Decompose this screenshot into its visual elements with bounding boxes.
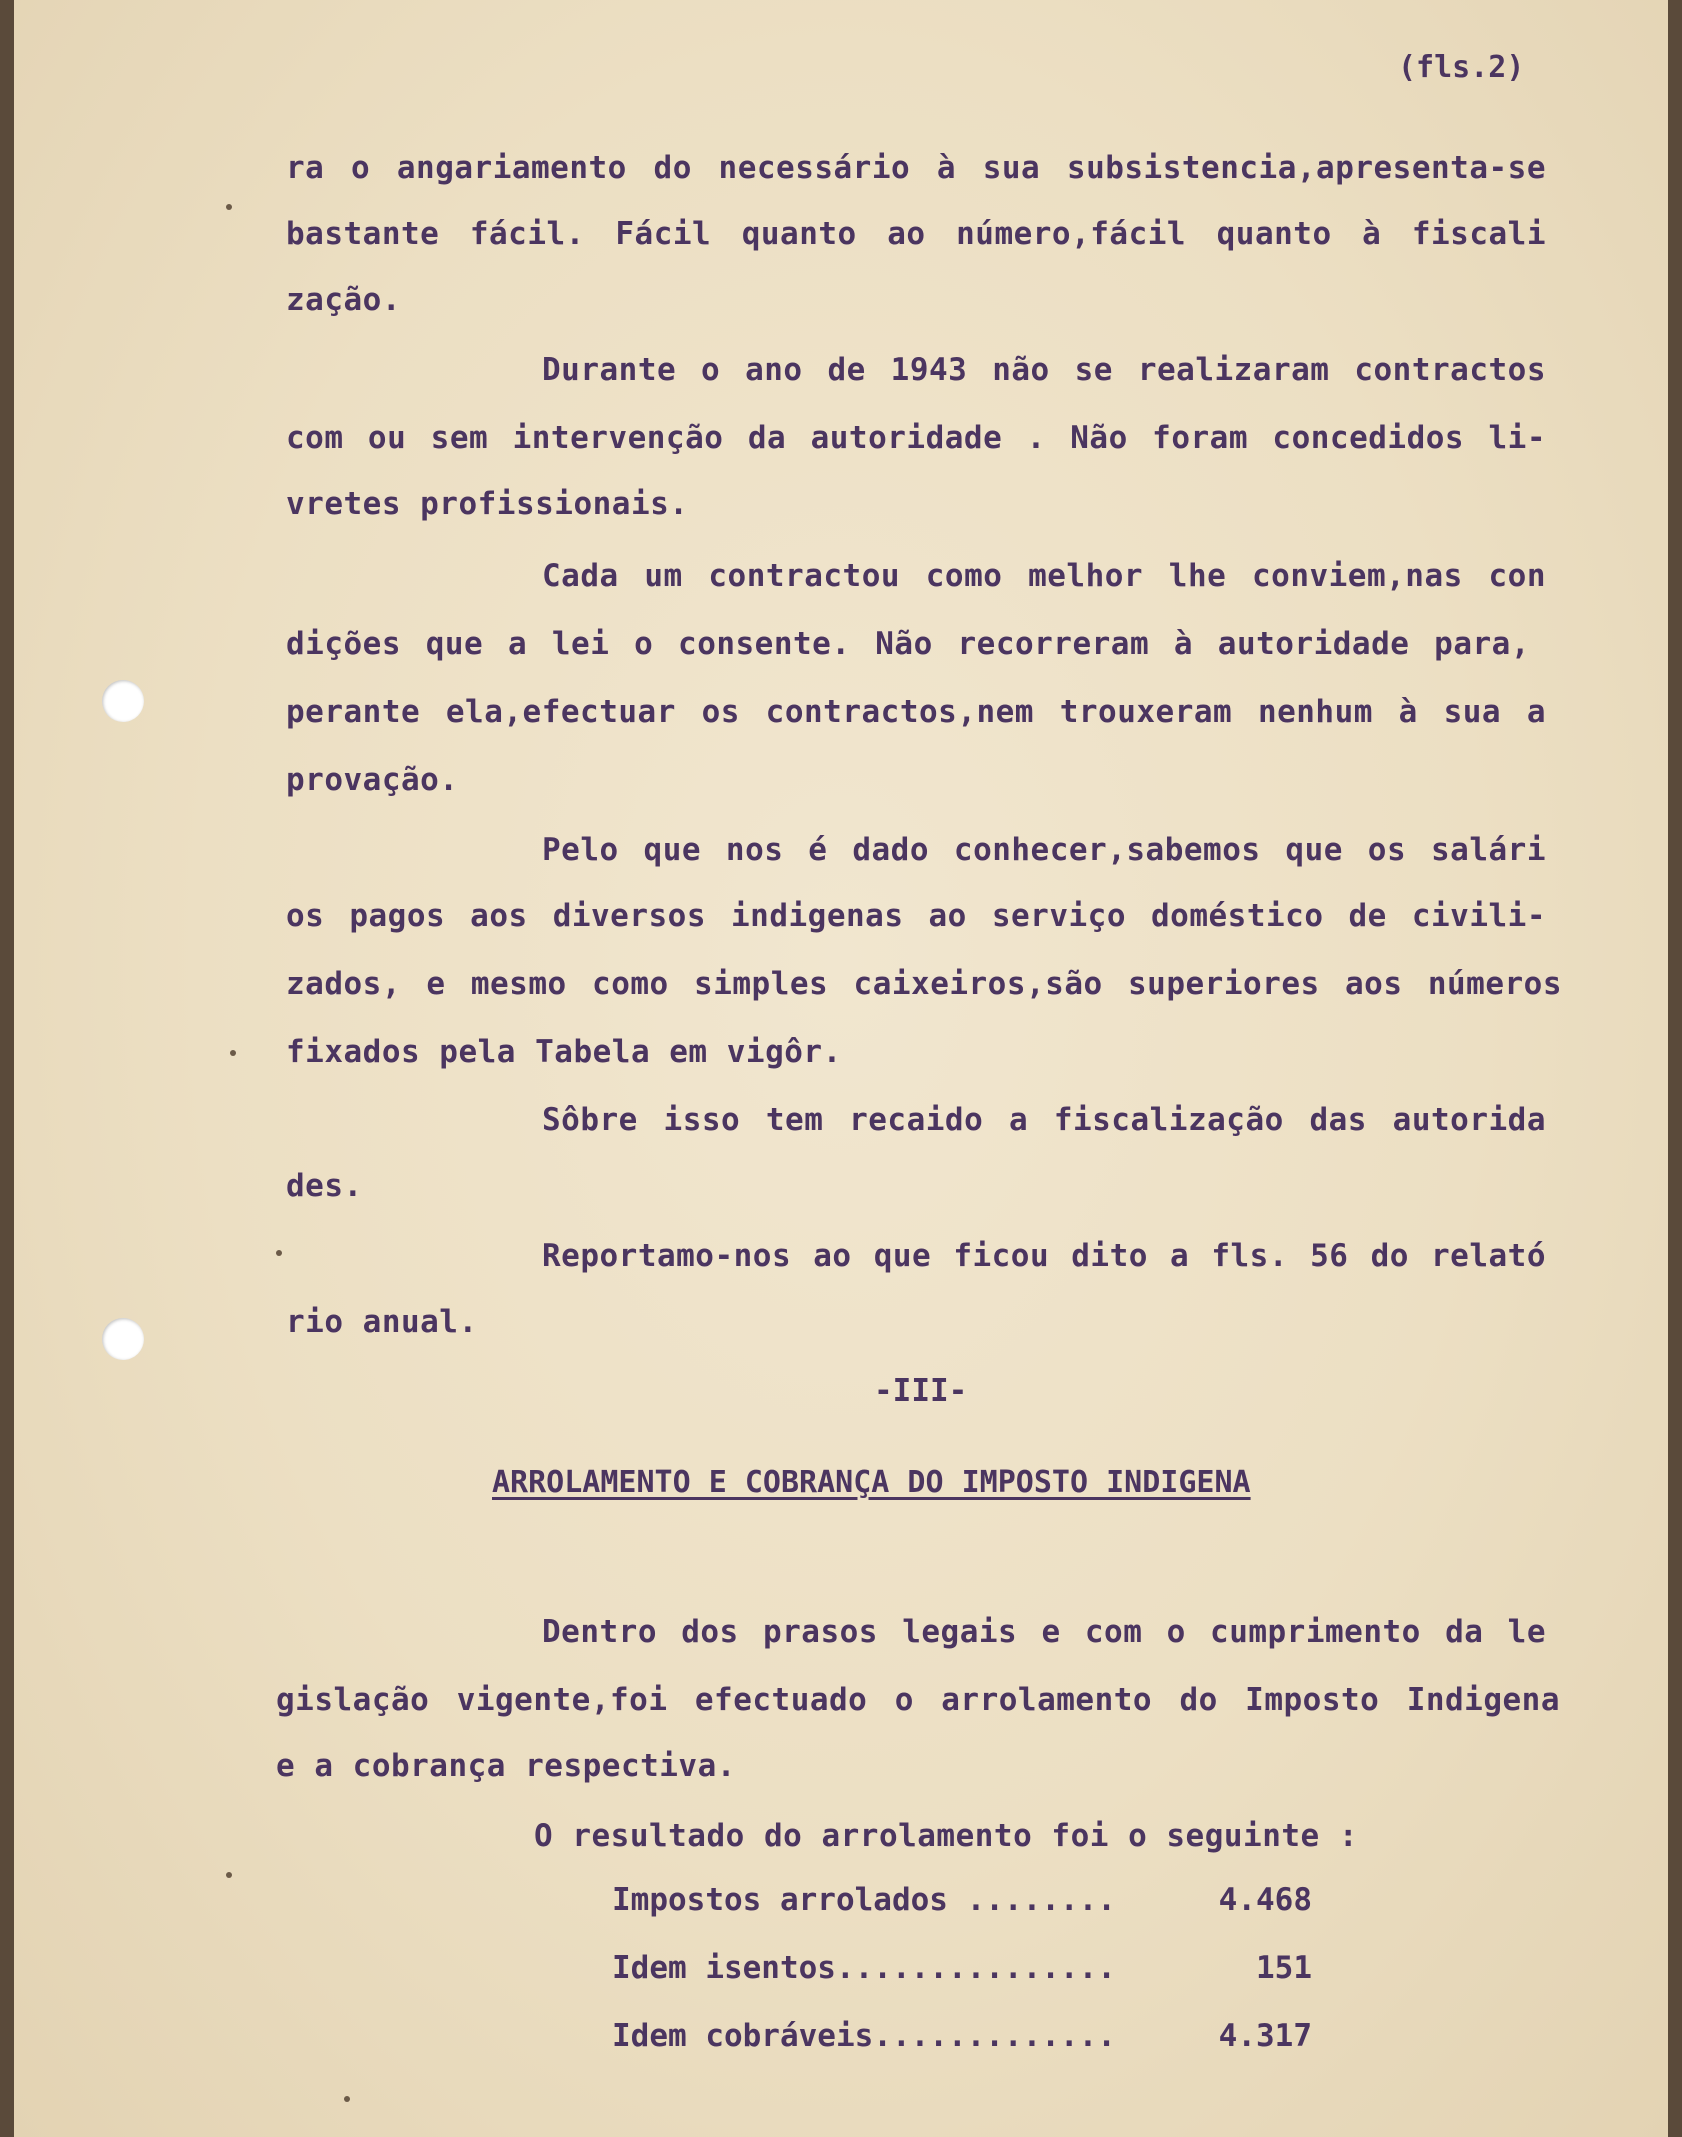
summary-value: 4.468 — [1218, 1882, 1312, 1918]
summary-row — [612, 1950, 1312, 1994]
summary-value: 4.317 — [1218, 2018, 1312, 2054]
text-line: vretes profissionais. — [286, 486, 689, 522]
text-line: bastante fácil. Fácil quanto ao número,fácil quanto à fiscali — [286, 216, 1546, 252]
text-line: Pelo que nos é dado conhecer,sabemos que os salári — [542, 832, 1546, 868]
document-page — [14, 0, 1668, 2137]
punch-hole — [102, 680, 144, 722]
text-line: ra o angariamento do necessário à sua subsistencia,apresenta-se — [286, 150, 1546, 186]
summary-value: 151 — [1256, 1950, 1312, 1986]
section-title: ARROLAMENTO E COBRANÇA DO IMPOSTO INDIGENA — [492, 1465, 1251, 1500]
text-line: fixados pela Tabela em vigôr. — [286, 1034, 842, 1070]
text-line: rio anual. — [286, 1304, 478, 1340]
summary-label: Idem isentos............... — [612, 1950, 1116, 1986]
paper-speck — [226, 204, 232, 210]
text-line: Reportamo-nos ao que ficou dito a fls. 56 do relató — [542, 1238, 1546, 1274]
text-line: Durante o ano de 1943 não se realizaram contractos — [542, 352, 1546, 388]
text-line: dições que a lei o consente. Não recorreram à autoridade para, — [286, 626, 1530, 662]
text-line: Sôbre isso tem recaido a fiscalização das autorida — [542, 1102, 1546, 1138]
text-line: Cada um contractou como melhor lhe conviem,nas con — [542, 558, 1546, 594]
text-line: provação. — [286, 762, 459, 798]
text-line: com ou sem intervenção da autoridade . Não foram concedidos li- — [286, 420, 1546, 456]
text-line: zação. — [286, 282, 401, 318]
paper-speck — [344, 2096, 350, 2102]
folio-number: (fls.2) — [1398, 50, 1525, 85]
text-line: zados, e mesmo como simples caixeiros,são superiores aos números — [286, 966, 1562, 1002]
paper-speck — [226, 1872, 232, 1878]
summary-label: Idem cobráveis............. — [612, 2018, 1116, 2054]
summary-row — [612, 1882, 1312, 1926]
summary-label: Impostos arrolados ........ — [612, 1882, 1116, 1918]
text-line: perante ela,efectuar os contractos,nem trouxeram nenhum à sua a — [286, 694, 1546, 730]
text-line: e a cobrança respectiva. — [276, 1748, 736, 1784]
summary-row — [612, 2018, 1312, 2062]
punch-hole — [102, 1318, 144, 1360]
text-line: gislação vigente,foi efectuado o arrolamento do Imposto Indigena — [276, 1682, 1560, 1718]
result-intro: O resultado do arrolamento foi o seguinte : — [534, 1818, 1359, 1854]
text-line: des. — [286, 1168, 363, 1204]
paper-speck — [276, 1250, 282, 1256]
text-line: Dentro dos prasos legais e com o cumprimento da le — [542, 1614, 1546, 1650]
text-line: os pagos aos diversos indigenas ao serviço doméstico de civili- — [286, 898, 1546, 934]
paper-speck — [230, 1050, 236, 1056]
section-number: -III- — [874, 1373, 968, 1409]
